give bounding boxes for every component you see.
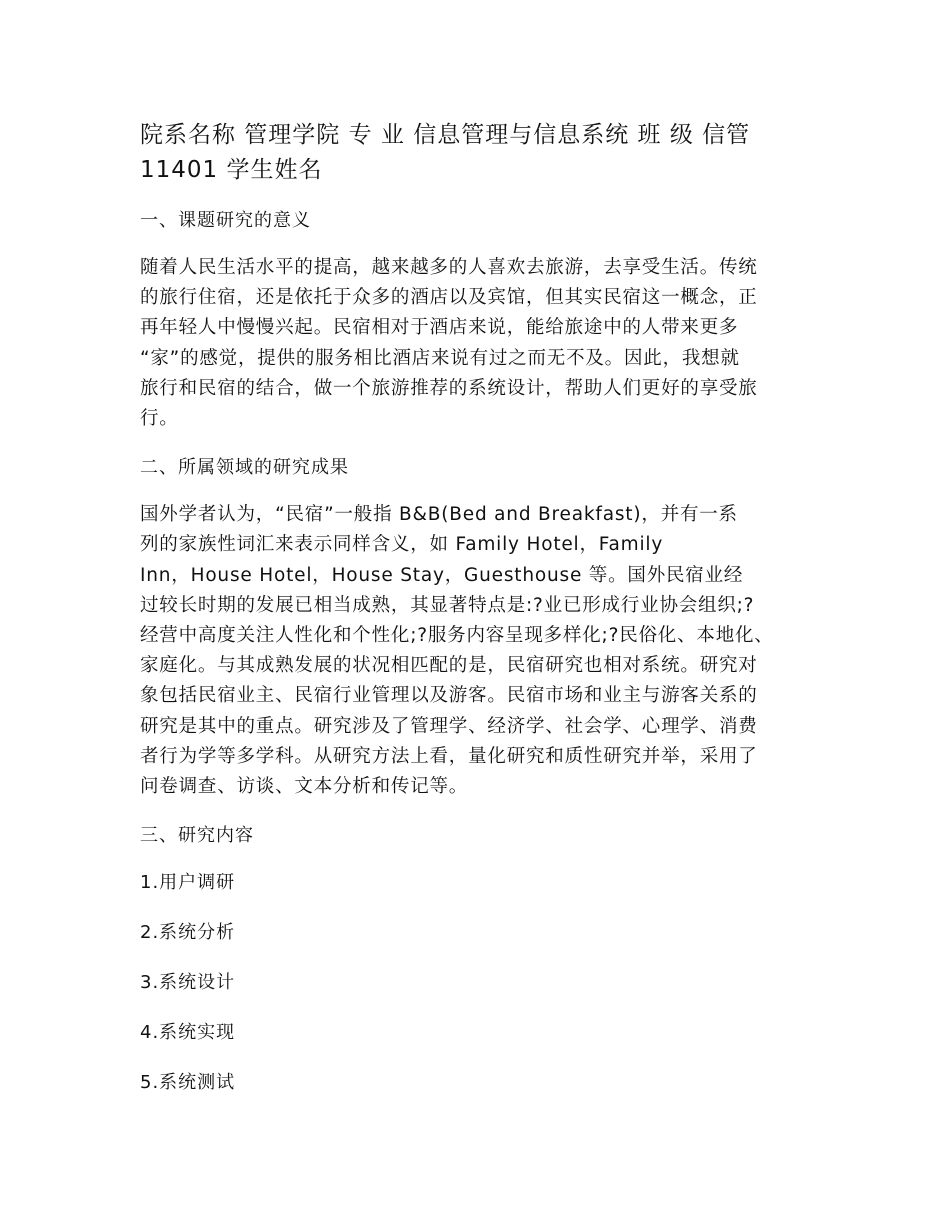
title-line: 院系名称 管理学院 专 业 信息管理与信息系统 班 级 信管 [140,122,751,148]
list-item: 3.系统设计 [140,972,236,994]
paragraph-line: 象包括民宿业主、民宿行业管理以及游客。民宿市场和业主与游客关系的 [140,685,758,707]
paragraph-line: 列的家族性词汇来表示同样含义，如 Family Hotel，Family [140,534,664,556]
paragraph-significance [140,253,812,434]
document-title [140,118,812,188]
paragraph-line: 研究是其中的重点。研究涉及了管理学、经济学、社会学、心理学、消费 [140,715,758,737]
title-line: 11401 学生姓名 [140,157,323,183]
list-item: 2.系统分析 [140,922,236,944]
paragraph-line: 者行为学等多学科。从研究方法上看，量化研究和质性研究并举，采用了 [140,745,758,767]
paragraph-line: 国外学者认为，“民宿”一般指 B&B(Bed and Breakfast)，并有一系 [140,504,738,526]
paragraph-line: 行。 [140,408,179,430]
paragraph-line: 经营中高度关注人性化和个性化;?服务内容呈现多样化;?民俗化、本地化、 [140,625,774,647]
section-heading-research-results: 二、所属领域的研究成果 [140,457,349,479]
paragraph-research-results [140,500,812,802]
paragraph-line: “家”的感觉，提供的服务相比酒店来说有过之而无不及。因此，我想就 [140,347,740,369]
list-item: 4.系统实现 [140,1022,236,1044]
paragraph-line: 的旅行住宿，还是依托于众多的酒店以及宾馆，但其实民宿这一概念，正 [140,287,758,309]
document-body [140,118,812,1118]
paragraph-line: Inn，House Hotel，House Stay，Guesthouse 等。国外民宿业经 [140,564,744,586]
paragraph-line: 再年轻人中慢慢兴起。民宿相对于酒店来说，能给旅途中的人带来更多 [140,317,739,339]
list-item: 5.系统测试 [140,1072,236,1094]
paragraph-line: 旅行和民宿的结合，做一个旅游推荐的系统设计，帮助人们更好的享受旅 [140,377,758,399]
paragraph-line: 过较长时期的发展已相当成熟，其显著特点是:?业已形成行业协会组织;? [140,594,755,616]
paragraph-line: 问卷调查、访谈、文本分析和传记等。 [140,776,469,798]
list-item: 1.用户调研 [140,872,236,894]
section-heading-research-content: 三、研究内容 [140,825,254,847]
paragraph-line: 家庭化。与其成熟发展的状况相匹配的是，民宿研究也相对系统。研究对 [140,655,758,677]
paragraph-line: 随着人民生活水平的提高，越来越多的人喜欢去旅游，去享受生活。传统 [140,257,758,278]
section-heading-significance: 一、课题研究的意义 [140,210,311,231]
